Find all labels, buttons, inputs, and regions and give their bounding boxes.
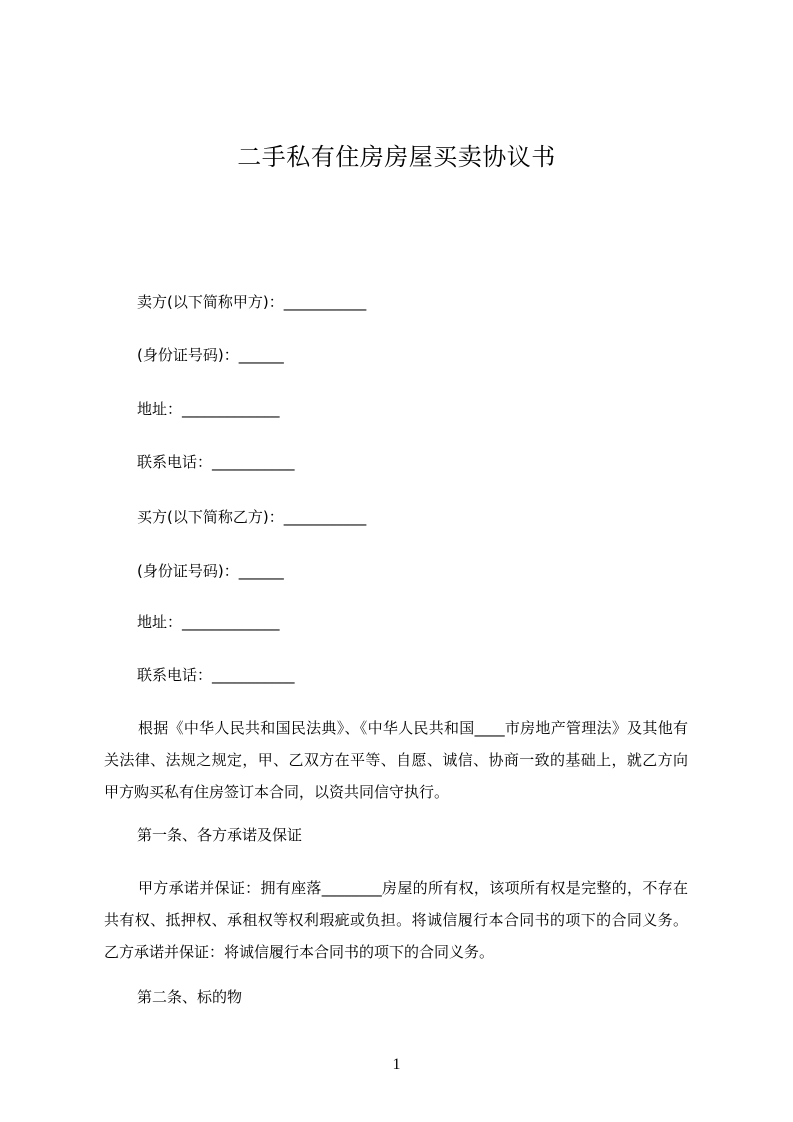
article-1-heading: 第一条、各方承诺及保证 xyxy=(137,826,303,844)
seller-phone-line: 联系电话：___________ xyxy=(137,453,295,471)
buyer-name-line: 买方(以下简称乙方)：___________ xyxy=(137,508,367,526)
document-title: 二手私有住房房屋买卖协议书 xyxy=(237,143,556,171)
seller-address-line: 地址：_____________ xyxy=(137,400,280,418)
buyer-phone-line: 联系电话：___________ xyxy=(137,666,295,684)
seller-name-line: 卖方(以下简称甲方)：___________ xyxy=(137,293,367,311)
buyer-address-line: 地址：_____________ xyxy=(137,613,280,631)
preamble-paragraph: 根据《中华人民共和国民法典》、《中华人民共和国____市房地产管理法》及其他有关法律、法规之规定，甲、乙双方在平等、自愿、诚信、协商一致的基础上，就乙方向甲方购买私有住房签订本合同，以资共同信守执行。 xyxy=(104,719,688,801)
article-1-body: 甲方承诺并保证：拥有座落________房屋的所有权，该项所有权是完整的，不存在共有权、抵押权、承租权等权利瑕疵或负担。将诚信履行本合同书的项下的合同义务。乙方承诺并保证：将诚信履行本合同书的项下的合同义务。 xyxy=(104,879,688,961)
seller-id-line: (身份证号码)：______ xyxy=(137,346,284,364)
article-2-heading: 第二条、标的物 xyxy=(137,988,243,1006)
buyer-id-line: (身份证号码)：______ xyxy=(137,562,284,580)
page-number: 1 xyxy=(392,1056,401,1073)
